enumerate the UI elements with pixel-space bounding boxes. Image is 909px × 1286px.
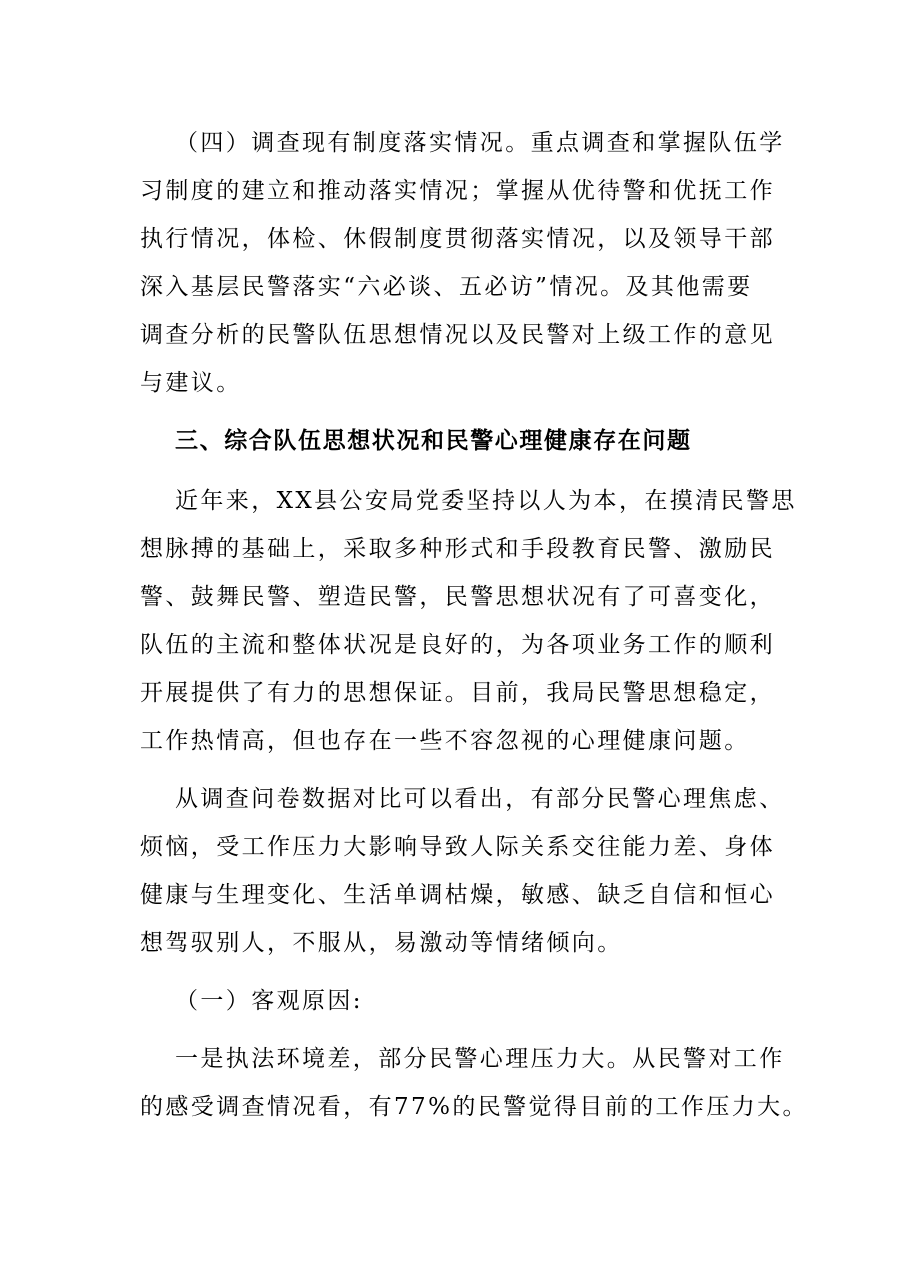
para2-line-4: 想驾驭别人，不服从，易激动等情绪倾向。 — [140, 930, 623, 956]
para2-line-1: 从调查问卷数据对比可以看出，有部分民警心理焦虑、 — [175, 786, 785, 812]
section4-line-6: 与建议。 — [140, 370, 242, 396]
para3-line-1: 一是执法环境差，部分民警心理压力大。从民警对工作 — [175, 1046, 785, 1072]
section4-line-4: 深入基层民警落实“六必谈、五必访”情况。及其他需要 — [140, 274, 753, 300]
para2-line-2: 烦恼，受工作压力大影响导致人际关系交往能力差、身体 — [140, 834, 775, 860]
subheading-objective-reasons: （一）客观原因: — [175, 988, 363, 1014]
para1-line-6: 工作热情高，但也存在一些不容忽视的心理健康问题。 — [140, 728, 750, 754]
section4-line-3: 执行情况，体检、休假制度贯彻落实情况，以及领导干部 — [140, 226, 775, 252]
section4-line-5: 调查分析的民警队伍思想情况以及民警对上级工作的意见 — [140, 322, 775, 348]
section4-line-2: 习制度的建立和推动落实情况；掌握从优待警和优抚工作 — [140, 178, 775, 204]
section4-line-1: （四）调查现有制度落实情况。重点调查和掌握队伍学 — [175, 130, 785, 156]
para1-line-3: 警、鼓舞民警、塑造民警，民警思想状况有了可喜变化， — [140, 584, 775, 610]
para1-line-5: 开展提供了有力的思想保证。目前，我局民警思想稳定， — [140, 680, 775, 706]
para1-line-1: 近年来，XX县公安局党委坚持以人为本，在摸清民警思 — [175, 488, 797, 514]
para1-line-2: 想脉搏的基础上，采取多种形式和手段教育民警、激励民 — [140, 536, 775, 562]
para2-line-3: 健康与生理变化、生活单调枯燥，敏感、缺乏自信和恒心 — [140, 882, 775, 908]
para1-line-4: 队伍的主流和整体状况是良好的，为各项业务工作的顺利 — [140, 632, 775, 658]
para3-line-2: 的感受调查情况看，有77%的民警觉得目前的工作压力大。 — [140, 1094, 808, 1120]
section-heading: 三、综合队伍思想状况和民警心理健康存在问题 — [175, 428, 692, 454]
